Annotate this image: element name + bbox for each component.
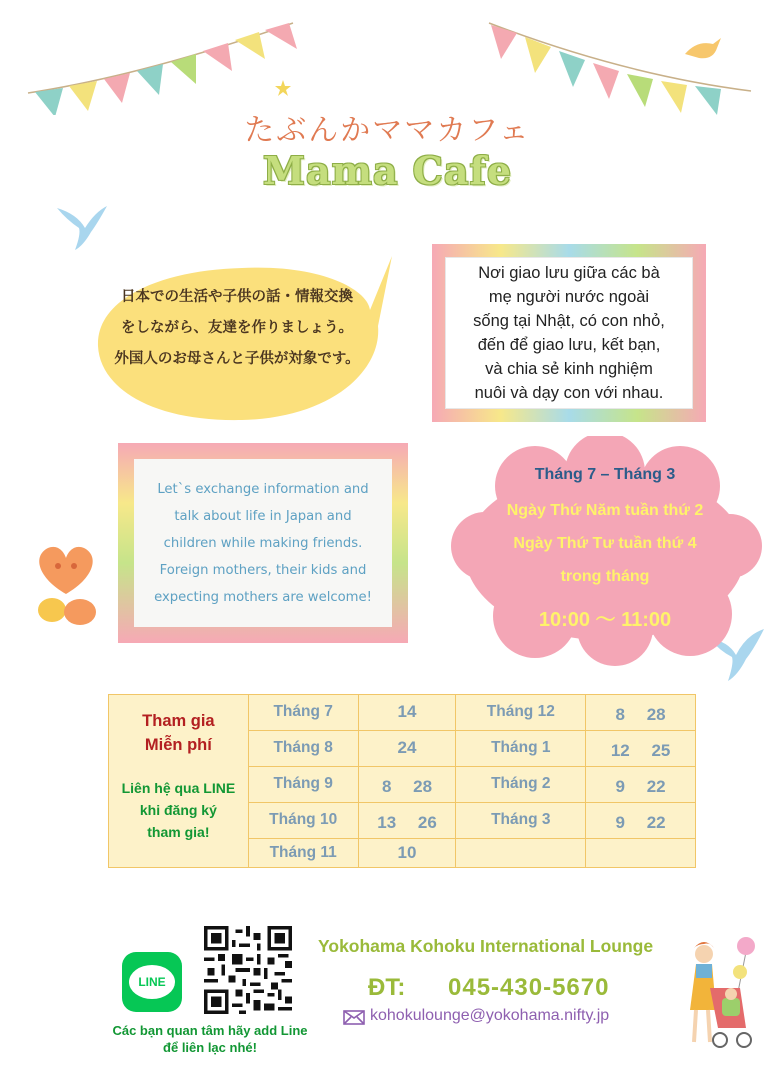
mail-icon [343, 1010, 365, 1025]
intro-japanese [108, 282, 366, 375]
date-cell: 24 [358, 730, 456, 766]
date-cell: 8 28 [358, 766, 456, 802]
email-link[interactable]: kohokulounge@yokohama.nifty.jp [370, 1007, 610, 1024]
contact-line: khi đăng ký [139, 802, 217, 818]
date-cell: 13 26 [358, 802, 456, 838]
intro-japanese-line: をしながら、友達を作りましょう。 [121, 320, 353, 336]
line-logo-text: LINE [129, 965, 175, 999]
mother-with-stroller-illustration [680, 932, 762, 1062]
bird-icon [55, 198, 110, 253]
join-line: Miễn phí [144, 736, 212, 754]
schedule-table [108, 694, 696, 868]
intro-english-line: talk about life in Japan and [174, 508, 352, 524]
line-add-note [90, 1022, 330, 1056]
date-cell: 8 28 [586, 695, 696, 731]
star-icon [275, 80, 291, 96]
intro-vietnamese [467, 261, 671, 405]
date-cell: 12 25 [586, 730, 696, 766]
intro-vietnamese-line: đến để giao lưu, kết bạn, [477, 336, 661, 354]
page-title-english: Mama Cafe [262, 148, 513, 193]
intro-vietnamese-line: và chia sẻ kinh nghiệm [485, 360, 653, 378]
line-add-note-line: Các bạn quan tâm hãy add Line [112, 1023, 308, 1038]
schedule-in-month: trong tháng [560, 568, 650, 585]
month-cell: Tháng 10 [248, 802, 358, 838]
schedule-summary [460, 460, 750, 632]
date-cell: 10 [358, 838, 456, 867]
line-add-note-line: để liên lạc nhé! [163, 1040, 257, 1055]
intro-english-line: children while making friends. [163, 535, 363, 551]
month-cell: Tháng 8 [248, 730, 358, 766]
intro-vietnamese-line: Nơi giao lưu giữa các bà [478, 264, 660, 282]
intro-english-line: expecting mothers are welcome! [154, 589, 372, 605]
phone-label: ĐT: [368, 974, 406, 1001]
month-cell: Tháng 1 [456, 730, 586, 766]
month-cell: Tháng 7 [248, 695, 358, 731]
table-row [109, 695, 696, 731]
intro-english-line: Foreign mothers, their kids and [159, 562, 367, 578]
page-title-japanese: たぶんかママカフェ [244, 113, 531, 148]
heart-character-icon [30, 538, 102, 630]
intro-japanese-line: 外国人のお母さんと子供が対象です。 [114, 351, 360, 367]
phone-number[interactable]: 045-430-5670 [448, 974, 610, 1001]
schedule-day-2: Ngày Thứ Tư tuần thứ 4 [513, 535, 697, 552]
month-cell: Tháng 11 [248, 838, 358, 867]
month-cell: Tháng 2 [456, 766, 586, 802]
month-cell: Tháng 3 [456, 802, 586, 838]
intro-english-line: Let`s exchange information and [157, 481, 369, 497]
free-join-note [109, 709, 248, 757]
contact-line: Liên hệ qua LINE [121, 780, 236, 796]
intro-vietnamese-panel [446, 258, 692, 408]
month-cell: Tháng 9 [248, 766, 358, 802]
bunting-right [485, 15, 755, 115]
contact-line: tham gia! [147, 824, 210, 840]
join-line: Tham gia [142, 712, 215, 730]
date-cell: 9 22 [586, 766, 696, 802]
schedule-day-1: Ngày Thứ Năm tuần thứ 2 [506, 502, 704, 519]
schedule-period: Tháng 7 – Tháng 3 [534, 466, 676, 483]
line-app-icon[interactable] [122, 952, 182, 1012]
month-cell: Tháng 12 [456, 695, 586, 731]
qr-code[interactable] [204, 926, 292, 1014]
bunting-left [25, 15, 300, 115]
intro-english-panel [134, 459, 392, 627]
date-cell: 14 [358, 695, 456, 731]
intro-english [154, 476, 372, 611]
intro-vietnamese-line: nuôi và dạy con với nhau. [474, 384, 664, 402]
date-cell [586, 838, 696, 867]
schedule-time: 10:00 ～ 11:00 [538, 609, 672, 631]
intro-vietnamese-line: sống tại Nhật, có con nhỏ, [473, 312, 665, 330]
intro-japanese-line: 日本での生活や子供の話・情報交換 [121, 289, 353, 305]
month-cell [456, 838, 586, 867]
intro-english-frame [118, 443, 408, 643]
date-cell: 9 22 [586, 802, 696, 838]
organization-name: Yokohama Kohoku International Lounge [318, 936, 654, 956]
join-info-cell [109, 695, 249, 868]
intro-vietnamese-line: mẹ người nước ngoài [488, 288, 650, 306]
bird-icon [683, 36, 723, 64]
intro-vietnamese-frame [432, 244, 706, 422]
contact-line-note [109, 777, 248, 843]
